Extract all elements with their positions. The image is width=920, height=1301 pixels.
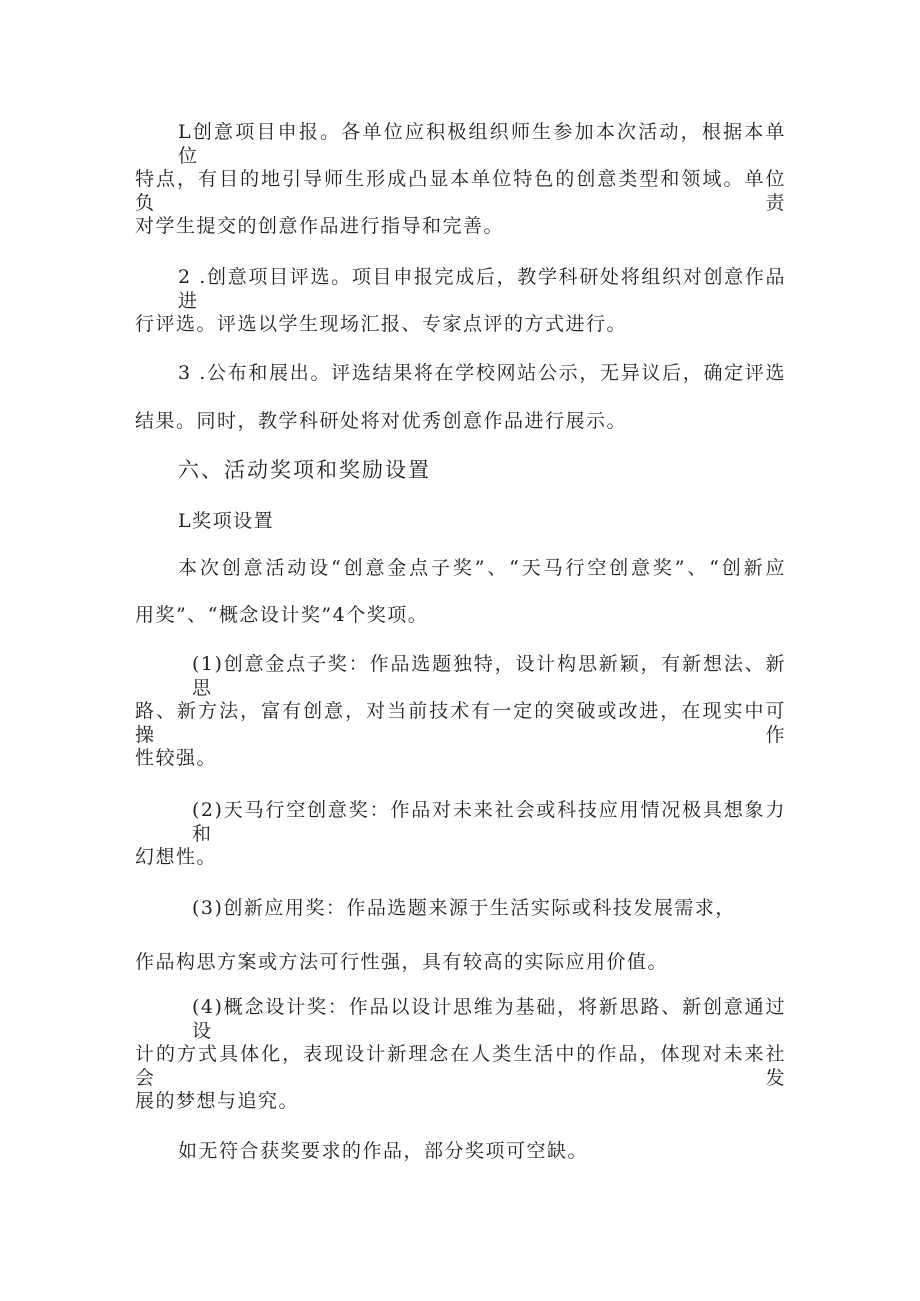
section-heading-awards: 六、活动奖项和奖励设置 <box>178 458 431 482</box>
paragraph-innovation-award-line-2: 作品构思方案或方法可行性强，具有较高的实际应用价值。 <box>135 951 669 973</box>
paragraph-award-list-line-1: 本次创意活动设“创意金点子奖”、“天马行空创意奖”、“创新应 <box>178 557 786 579</box>
paragraph-publication-line-2: 结果。同时，教学科研处将对优秀创意作品进行展示。 <box>135 410 628 432</box>
paragraph-project-application-line-2: 特点，有目的地引导师生形成凸显本单位特色的创意类型和领域。单位负责 <box>135 168 786 214</box>
paragraph-golden-idea-award-line-2: 路、新方法，富有创意，对当前技术有一定的突破或改进，在现实中可操作 <box>135 700 786 746</box>
paragraph-vacancy-note: 如无符合获奖要求的作品，部分奖项可空缺。 <box>178 1140 589 1162</box>
paragraph-project-application-line-1: L创意项目申报。各单位应积极组织师生参加本次活动，根据本单位 <box>178 121 786 167</box>
subheading-award-settings: L奖项设置 <box>178 510 275 532</box>
paragraph-concept-design-award-line-2: 计的方式具体化，表现设计新理念在人类生活中的作品，体现对未来社会发 <box>135 1043 786 1089</box>
paragraph-golden-idea-award-line-1: (1)创意金点子奖：作品选题独特，设计构思新颖，有新想法、新思 <box>192 653 786 699</box>
paragraph-concept-design-award-line-3: 展的梦想与追究。 <box>135 1090 300 1112</box>
paragraph-project-evaluation-line-2: 行评选。评选以学生现场汇报、专家点评的方式进行。 <box>135 313 628 335</box>
paragraph-imagination-award-line-1: (2)天马行空创意奖：作品对未来社会或科技应用情况极具想象力和 <box>192 799 786 845</box>
paragraph-imagination-award-line-2: 幻想性。 <box>135 846 218 868</box>
paragraph-publication-line-1: 3 .公布和展出。评选结果将在学校网站公示，无异议后，确定评选 <box>178 362 786 384</box>
paragraph-project-evaluation-line-1: 2 .创意项目评选。项目申报完成后，教学科研处将组织对创意作品进 <box>178 266 786 312</box>
paragraph-project-application-line-3: 对学生提交的创意作品进行指导和完善。 <box>135 215 505 237</box>
paragraph-golden-idea-award-line-3: 性较强。 <box>135 747 218 769</box>
paragraph-innovation-award-line-1: (3)创新应用奖：作品选题来源于生活实际或科技发展需求， <box>192 897 736 919</box>
paragraph-concept-design-award-line-1: (4)概念设计奖：作品以设计思维为基础，将新思路、新创意通过设 <box>192 996 786 1042</box>
paragraph-award-list-line-2: 用奖”、“概念设计奖”4个奖项。 <box>135 604 429 626</box>
